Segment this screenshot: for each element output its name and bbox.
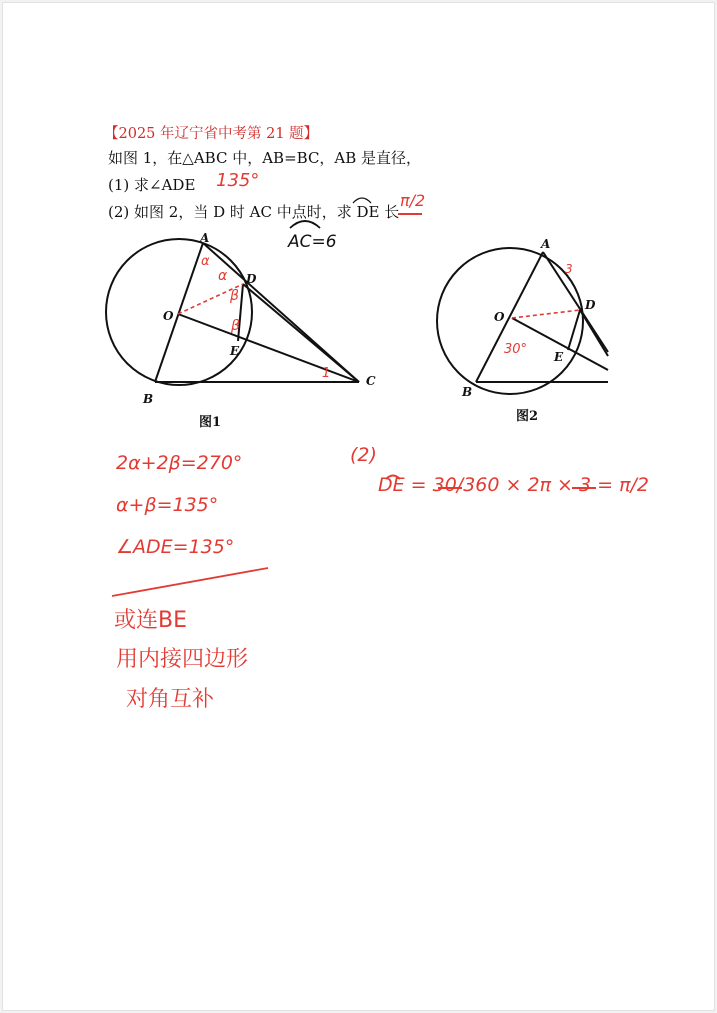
fig2-mark-angle-30: 30°: [504, 342, 528, 357]
fig2-label-o: O: [494, 310, 505, 324]
work-step-2: α+β=135°: [116, 494, 219, 516]
fig2-label-d: D: [585, 298, 596, 312]
fig2-line-de: [568, 310, 580, 350]
fig2-label-e: E: [554, 350, 564, 364]
work-part-2-label: (2): [350, 444, 377, 466]
fig2-caption: 图2: [516, 409, 539, 424]
question-part-2: (2) 如图 2，当 D 时 AC 中点时，求 DE 长: [108, 203, 400, 221]
fig2-dashed-od: [512, 310, 580, 318]
fig2-label-b: B: [462, 385, 473, 399]
question-part-1: (1) 求∠ADE: [108, 176, 196, 194]
fig1-label-e: E: [230, 344, 240, 358]
problem-source: 【2025 年辽宁省中考第 21 题】: [104, 126, 319, 142]
work-step-1: 2α+2β=270°: [116, 452, 243, 474]
note-supplementary-angles: 对角互补: [126, 687, 215, 712]
arc-ac-mark: [290, 221, 320, 228]
work-arc-calculation: DE = 30/360 × 2π × 3 = π/2: [378, 474, 650, 496]
fig1-caption: 图1: [199, 415, 222, 430]
answer-part-2: π/2: [400, 191, 426, 210]
fig1-mark-alpha-left: α: [201, 254, 210, 269]
fig1-mark-beta-bottom: β: [231, 318, 240, 334]
fig1-mark-angle-1: 1: [322, 366, 331, 381]
separator-stroke: [112, 568, 268, 596]
fig1-label-o: O: [163, 309, 174, 323]
note-ac-length: AC=6: [288, 232, 337, 252]
fig1-mark-beta-top: β: [230, 288, 239, 304]
note-cyclic-quadrilateral: 用内接四边形: [116, 647, 249, 672]
arc-de-mark: [353, 198, 371, 203]
fig2-side-ac: [543, 252, 608, 352]
work-step-3: ∠ADE=135°: [116, 536, 235, 558]
answer-part-1: 135°: [216, 170, 260, 191]
note-connect-be: 或连BE: [114, 608, 187, 633]
fig2-mark-three: 3: [565, 262, 573, 276]
fig2-circle: [437, 248, 583, 394]
fig1-label-d: D: [246, 272, 257, 286]
fig1-line-oc: [178, 314, 359, 382]
figure-2: [437, 248, 608, 394]
fig1-mark-alpha-top: α: [218, 268, 228, 284]
problem-statement: 如图 1，在△ABC 中，AB=BC，AB 是直径，: [108, 149, 422, 167]
fig2-line-dc: [580, 310, 608, 356]
fig1-label-b: B: [143, 392, 154, 406]
fig1-line-dc: [243, 284, 359, 382]
fig1-label-a: A: [200, 231, 210, 245]
figure-1: [106, 239, 359, 385]
fig2-label-a: A: [541, 237, 551, 251]
fig1-label-c: C: [366, 374, 376, 388]
fig2-diameter-ab: [476, 252, 543, 382]
